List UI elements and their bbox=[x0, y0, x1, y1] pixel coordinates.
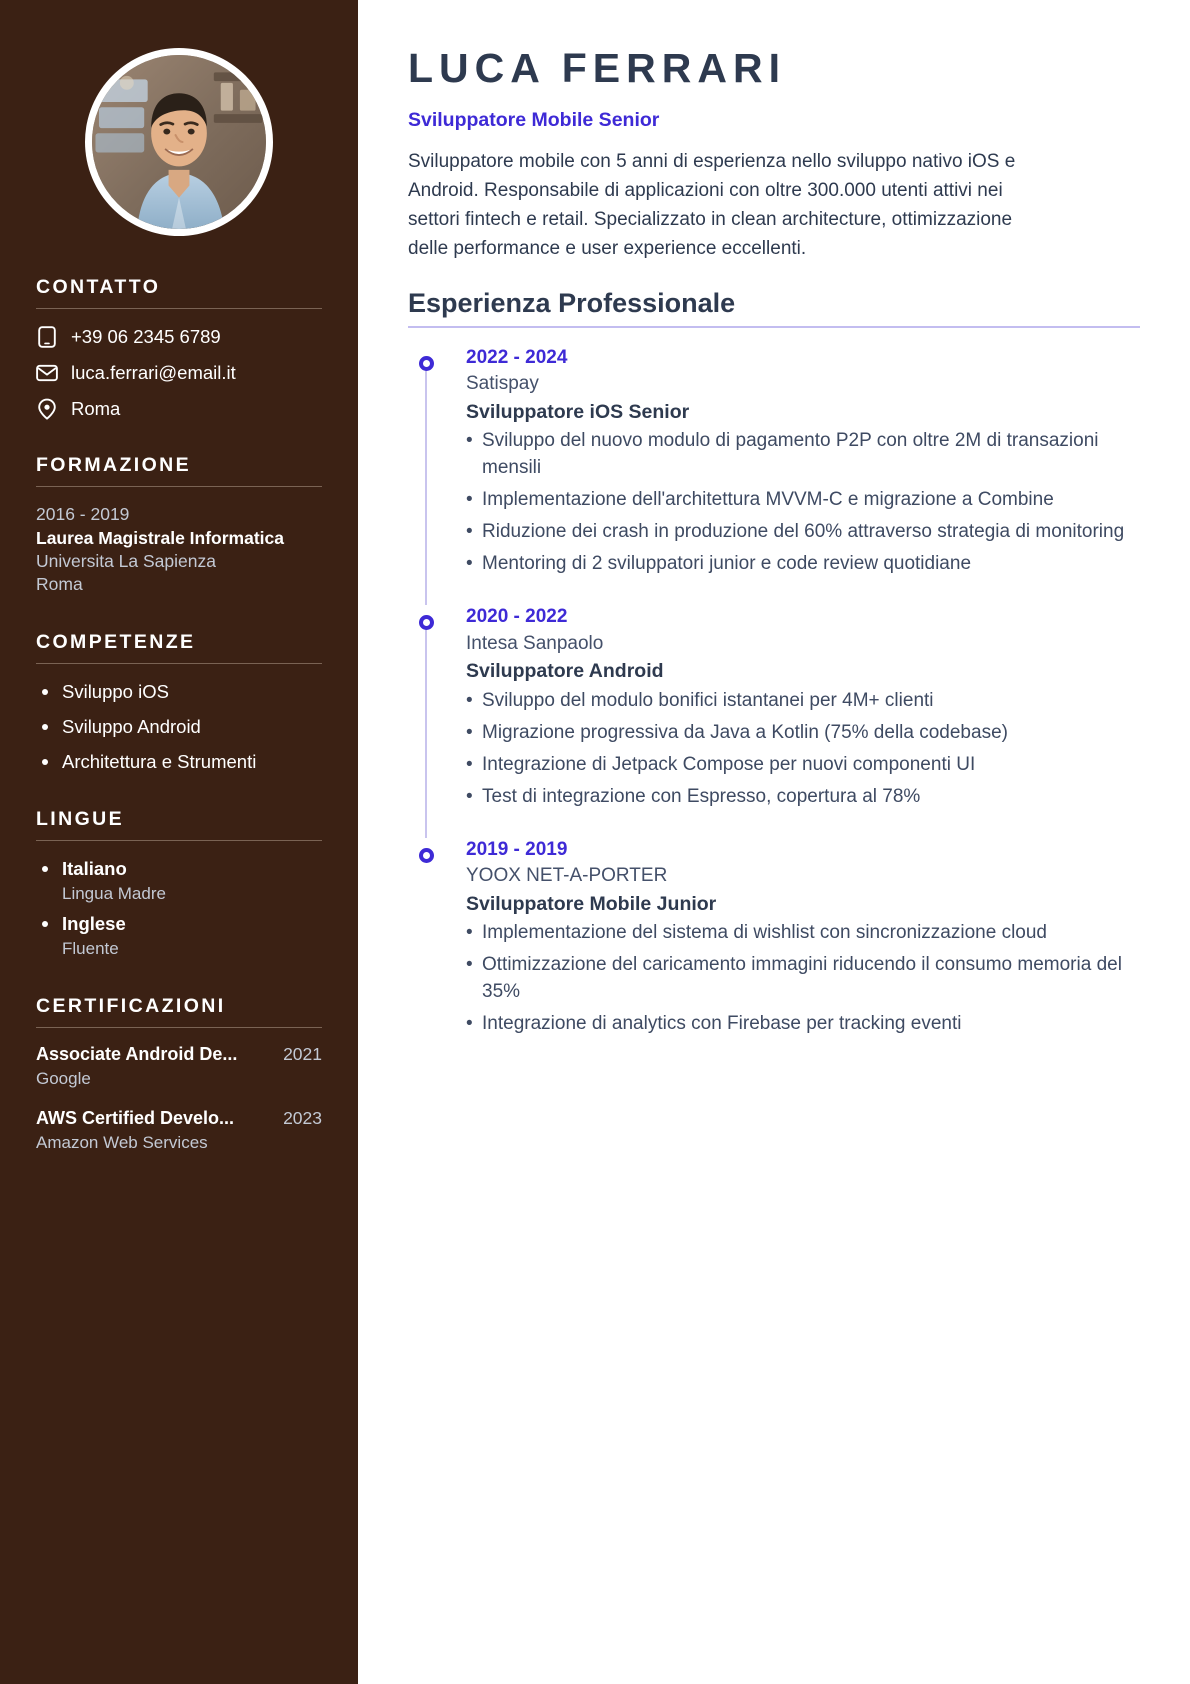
divider bbox=[408, 326, 1140, 328]
page-title: LUCA FERRARI bbox=[408, 45, 786, 91]
contact-email[interactable] bbox=[36, 361, 322, 384]
main-content bbox=[358, 0, 1190, 1684]
education-item bbox=[36, 503, 322, 597]
divider bbox=[36, 486, 322, 487]
experience-dates: 2022 - 2024 bbox=[466, 346, 568, 368]
education-heading: FORMAZIONE bbox=[36, 454, 192, 477]
skills-heading: COMPETENZE bbox=[36, 631, 196, 653]
experience-position: Sviluppatore iOS Senior bbox=[466, 400, 690, 423]
language-name: Inglese bbox=[62, 912, 126, 934]
contact-email-value: luca.ferrari@email.it bbox=[71, 362, 236, 384]
list-item: • Integrazione di Jetpack Compose per nuovi componenti UI bbox=[466, 752, 1140, 779]
experience-company: YOOX NET-A-PORTER bbox=[466, 865, 668, 887]
sidebar-section-languages bbox=[36, 808, 322, 961]
education-degree: Laurea Magistrale Informatica bbox=[36, 528, 284, 548]
language-name: Italiano bbox=[62, 858, 127, 880]
timeline-dot-icon bbox=[419, 615, 434, 630]
list-item bbox=[36, 912, 322, 961]
sidebar-section-contact bbox=[36, 276, 322, 420]
certification-issuer: Amazon Web Services bbox=[36, 1132, 208, 1152]
contact-location[interactable] bbox=[36, 397, 322, 420]
sidebar-section-certifications bbox=[36, 995, 322, 1155]
experience-bullets bbox=[466, 688, 1140, 811]
experience-item bbox=[408, 838, 1140, 1039]
list-item: Architettura e Strumenti bbox=[36, 750, 322, 774]
phone-icon bbox=[36, 326, 58, 348]
contact-phone-value: +39 06 2345 6789 bbox=[71, 326, 221, 347]
profile-photo-icon bbox=[92, 55, 266, 229]
divider bbox=[36, 840, 322, 841]
list-item: • Integrazione di analytics con Firebase per tracking eventi bbox=[466, 1011, 1140, 1038]
divider bbox=[36, 308, 322, 309]
list-item: • Implementazione del sistema di wishlist con sincronizzazione cloud bbox=[466, 920, 1140, 947]
education-dates: 2016 - 2019 bbox=[36, 504, 130, 525]
experience-bullets bbox=[466, 920, 1140, 1038]
experience-bullets bbox=[466, 428, 1140, 578]
experience-position: Sviluppatore Android bbox=[466, 660, 664, 683]
certification-name: AWS Certified Develo... bbox=[36, 1107, 235, 1128]
list-item: Sviluppo Android bbox=[36, 715, 322, 739]
list-item bbox=[36, 857, 322, 906]
timeline-connector bbox=[425, 362, 427, 605]
list-item: • Sviluppo del modulo bonifici istantanei per 4M+ clienti bbox=[466, 688, 1140, 715]
contact-location-value: Roma bbox=[71, 398, 121, 420]
sidebar bbox=[0, 0, 358, 1684]
job-role: Sviluppatore Mobile Senior bbox=[408, 109, 660, 132]
experience-item bbox=[408, 346, 1140, 605]
education-location: Roma bbox=[36, 574, 83, 595]
avatar bbox=[85, 48, 273, 236]
certifications-heading: CERTIFICAZIONI bbox=[36, 994, 226, 1017]
skills-list bbox=[36, 680, 322, 774]
contact-phone[interactable] bbox=[36, 325, 322, 348]
timeline-dot-icon bbox=[419, 848, 434, 863]
list-item: • Sviluppo del nuovo modulo di pagamento P2P con oltre 2M di transazioni mensili bbox=[466, 428, 1140, 482]
experience-company: Intesa Sanpaolo bbox=[466, 632, 604, 654]
language-level: Fluente bbox=[62, 939, 119, 959]
location-pin-icon bbox=[36, 398, 58, 420]
experience-timeline bbox=[408, 346, 1140, 1039]
list-item: • Migrazione progressiva da Java a Kotlin (75% della codebase) bbox=[466, 720, 1140, 747]
experience-dates: 2019 - 2019 bbox=[466, 838, 568, 860]
experience-item bbox=[408, 605, 1140, 838]
profile-summary: Sviluppatore mobile con 5 anni di esperienza nello sviluppo nativo iOS e Android. Responsabile di applicazioni con oltre 300.000 utenti attivi nei settori fintech e retail. Specializzato in clean architecture, ottimizzazione delle performance e user experience eccellenti. bbox=[408, 151, 1016, 259]
list-item: Sviluppo iOS bbox=[36, 680, 322, 704]
certification-item bbox=[36, 1108, 322, 1155]
experience-dates: 2020 - 2022 bbox=[466, 606, 568, 628]
sidebar-section-education bbox=[36, 454, 322, 597]
list-item: • Ottimizzazione del caricamento immagini riducendo il consumo memoria del 35% bbox=[466, 952, 1140, 1006]
divider bbox=[36, 663, 322, 664]
experience-position: Sviluppatore Mobile Junior bbox=[466, 892, 717, 915]
experience-heading: Esperienza Professionale bbox=[408, 287, 736, 318]
sidebar-section-skills bbox=[36, 631, 322, 774]
list-item: • Implementazione dell'architettura MVVM-C e migrazione a Combine bbox=[466, 487, 1140, 514]
certification-name: Associate Android De... bbox=[36, 1043, 238, 1064]
languages-heading: LINGUE bbox=[36, 808, 125, 831]
language-level: Lingua Madre bbox=[62, 884, 166, 904]
languages-list bbox=[36, 857, 322, 961]
divider bbox=[36, 1027, 322, 1028]
certification-year: 2021 bbox=[283, 1043, 322, 1064]
email-icon bbox=[36, 362, 58, 384]
timeline-connector bbox=[425, 621, 427, 838]
certification-issuer: Google bbox=[36, 1068, 91, 1088]
contact-heading: CONTATTO bbox=[36, 276, 161, 298]
education-school: Universita La Sapienza bbox=[36, 550, 216, 571]
timeline-dot-icon bbox=[419, 356, 434, 371]
list-item: • Test di integrazione con Espresso, copertura al 78% bbox=[466, 784, 1140, 811]
experience-company: Satispay bbox=[466, 373, 539, 395]
certification-year: 2023 bbox=[283, 1107, 322, 1128]
certification-item bbox=[36, 1044, 322, 1091]
list-item: • Riduzione dei crash in produzione del 60% attraverso strategia di monitoring bbox=[466, 519, 1140, 546]
list-item: • Mentoring di 2 sviluppatori junior e code review quotidiane bbox=[466, 551, 1140, 578]
